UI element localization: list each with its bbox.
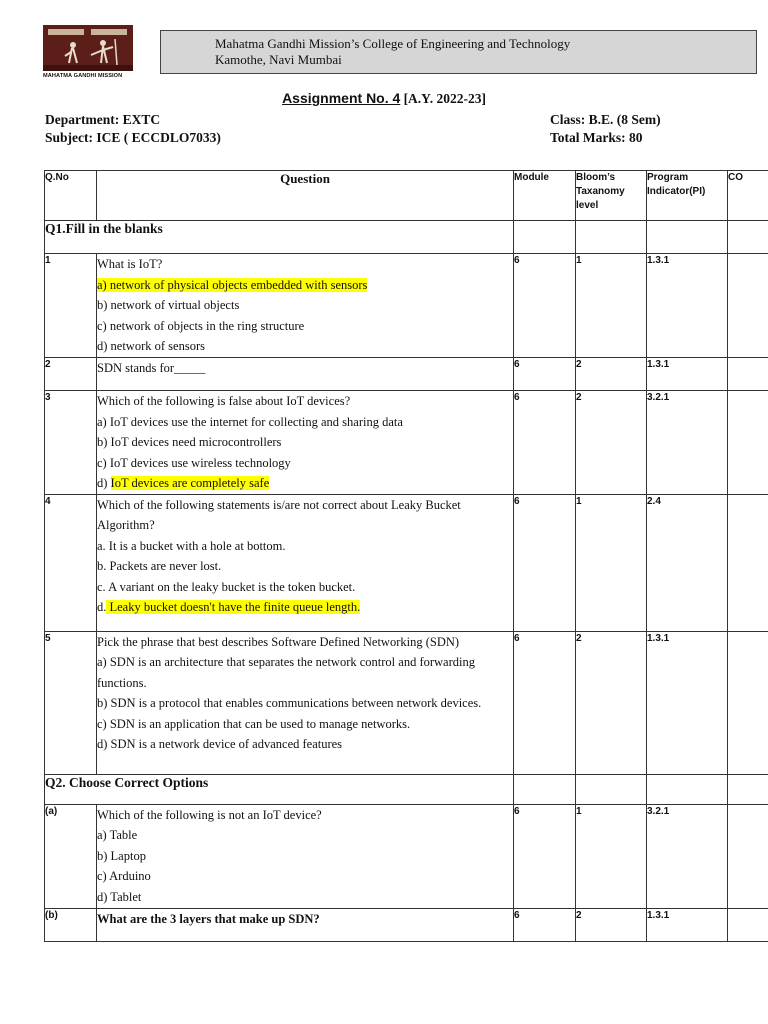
question-text: SDN stands for_____ [97,358,514,391]
department: Department: EXTC [45,112,161,127]
pi-value: 1.3.1 [647,908,728,941]
section-title-q2: Q2. Choose Correct Options [45,774,514,804]
question-cell [97,804,514,908]
bloom-value: 2 [576,631,647,774]
co-value [728,804,768,908]
answer-option: a) IoT devices use the internet for collecting and sharing data [97,414,403,429]
question-text: What is IoT? [97,257,163,271]
answer-option: d) SDN is a network device of advanced features [97,737,343,751]
answer-option: a) SDN is an architecture that separates the network control and forwarding functions. [97,655,475,690]
section-row [45,221,768,254]
bloom-value: 2 [576,391,647,495]
question-text: Which of the following statements is/are not correct about Leaky Bucket Algorithm? [97,497,461,532]
question-number: 1 [45,254,97,358]
table-row [45,391,768,495]
answer-option: b. Packets are never lost. [97,559,222,573]
answer-option-prefix: d. [97,600,107,614]
academic-year: [A.Y. 2022-23] [403,91,486,106]
module-value: 6 [514,494,576,631]
table-header-row [45,171,768,221]
module-value: 6 [514,804,576,908]
header-pi: Program Indicator(PI) [647,171,728,221]
subject: Subject: ICE ( ECCDLO7033) [45,130,221,145]
answer-option: b) SDN is a protocol that enables communications between network devices. [97,696,482,710]
module-value: 6 [514,391,576,495]
question-text: Which of the following is not an IoT device? [97,807,322,822]
total-marks: Total Marks: 80 [550,130,643,145]
answer-option-highlighted: Leaky bucket doesn't have the finite queue length. [106,600,361,614]
question-number: 4 [45,494,97,631]
mgm-logo-icon [43,25,133,71]
question-text: What are the 3 layers that make up SDN? [97,908,514,941]
pi-value: 1.3.1 [647,254,728,358]
meta-right [550,111,661,147]
pi-value: 3.2.1 [647,391,728,495]
answer-option: b) Laptop [97,848,146,863]
co-value [728,358,768,391]
co-value [728,494,768,631]
question-text: Which of the following is false about IoT devices? [97,394,351,408]
question-cell [97,494,514,631]
logo-caption: MAHATMA GANDHI MISSION [43,73,123,79]
table-row [45,804,768,908]
answer-option: c) Arduino [97,869,151,883]
question-number: 5 [45,631,97,774]
college-name: Mahatma Gandhi Mission’s College of Engineering and Technology [215,36,571,51]
co-value [728,391,768,495]
question-text: Pick the phrase that best describes Software Defined Networking (SDN) [97,634,460,649]
table-row [45,494,768,631]
college-logo [43,25,135,81]
assignment-title [0,90,768,107]
pi-value: 1.3.1 [647,358,728,391]
class: Class: B.E. (8 Sem) [550,112,661,127]
bloom-value: 2 [576,358,647,391]
question-table [44,170,768,942]
bloom-value: 2 [576,908,647,941]
section-title-q1: Q1.Fill in the blanks [45,221,514,254]
header-question: Question [97,171,514,221]
question-number: 2 [45,358,97,391]
table-row [45,631,768,774]
section-row [45,774,768,804]
answer-option: d) network of sensors [97,339,205,353]
table-row [45,358,768,391]
header-module: Module [514,171,576,221]
bloom-value: 1 [576,804,647,908]
college-location: Kamothe, Navi Mumbai [215,52,342,67]
college-header [160,30,757,74]
answer-option-prefix: d) [97,476,111,490]
co-value [728,631,768,774]
pi-value: 2.4 [647,494,728,631]
module-value: 6 [514,631,576,774]
answer-option: b) network of virtual objects [97,298,240,312]
module-value: 6 [514,254,576,358]
question-cell [97,631,514,774]
assignment-number: Assignment No. 4 [282,90,401,106]
co-value [728,254,768,358]
question-number: (a) [45,804,97,908]
answer-option: c) IoT devices use wireless technology [97,455,291,470]
module-value: 6 [514,358,576,391]
question-number: (b) [45,908,97,941]
question-cell [97,391,514,495]
answer-option: a) Table [97,828,138,842]
bloom-value: 1 [576,254,647,358]
answer-option-highlighted: IoT devices are completely safe [110,476,270,490]
header-qno: Q.No [45,171,97,221]
pi-value: 1.3.1 [647,631,728,774]
header-co: CO [728,171,768,221]
meta-left [45,111,221,147]
answer-option: a. It is a bucket with a hole at bottom. [97,538,286,553]
header-blooms: Bloom’s Taxanomy level [576,171,647,221]
answer-option: b) IoT devices need microcontrollers [97,435,282,449]
pi-value: 3.2.1 [647,804,728,908]
bloom-value: 1 [576,494,647,631]
module-value: 6 [514,908,576,941]
answer-option: c) network of objects in the ring structure [97,318,305,333]
question-cell [97,254,514,358]
answer-option: d) Tablet [97,889,142,904]
answer-option-highlighted: a) network of physical objects embedded with sensors [97,277,368,292]
table-row [45,908,768,941]
co-value [728,908,768,941]
answer-option: c) SDN is an application that can be used to manage networks. [97,716,411,731]
answer-option: c. A variant on the leaky bucket is the token bucket. [97,579,356,594]
question-number: 3 [45,391,97,495]
table-row [45,254,768,358]
